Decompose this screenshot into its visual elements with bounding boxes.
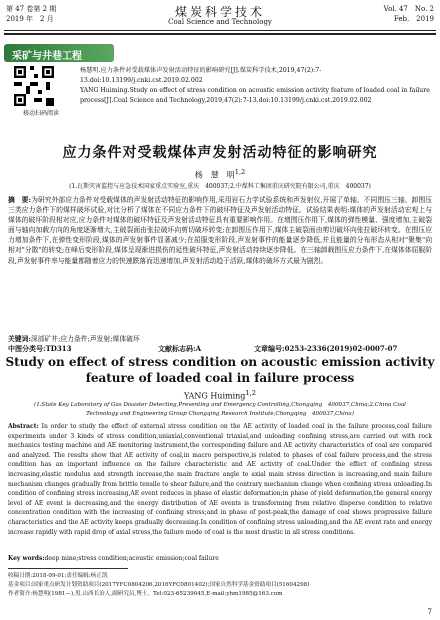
keywords-en-label: Key words: bbox=[8, 555, 45, 562]
affiliation: (1.瓦斯灾害监控与应急技术国家重点实验室,重庆 400037;2.中煤科工集团重庆研究院有限公司,重庆 400037) bbox=[69, 183, 371, 190]
abstract-en bbox=[8, 422, 432, 537]
author-name: 杨 慧 明 bbox=[194, 170, 235, 180]
footnote-fund: 基金项目:国家重点研发计划资助项目(2017YFC0804206,2016YFC0801402);国家自然科学基金资助项目(51604298) bbox=[8, 582, 310, 588]
header-rule bbox=[4, 30, 436, 31]
journal-title: 煤炭科学技术 bbox=[174, 5, 265, 19]
volume-issue-en: Vol. 47 No. 2 bbox=[383, 5, 434, 13]
issue-date-en: Feb. 2019 bbox=[393, 15, 434, 23]
abstract-text: 为研究外部应力条件对受载煤体的声发射活动特征的影响作用,采用岩石力学试验系统和声发射仪,开展了单轴、不同围压三轴、卸围压三类应力条件下的煤样破坏试验,对比分析了煤体在不同应力条件下的破坏特征及声发射活动特征。试验结果表明:煤体的声发射活动宏观上与煤体的破坏阶段相对应,应力条件对煤体的破坏特征及声发射活动特征具有重要影响作用。在增围压作用下,煤体的弹性模量、强度增加,主破裂面与轴向加载方向的角度逐渐增大,主破裂面由张拉破坏向剪切破坏转变;在卸围压作用下,煤体主破裂面由剪切破坏向张拉破坏转变。在围压应力增加条件下,在弹性变形阶段,煤体的声发射事件显著减少;在屈服变形阶段,声发射事件的能量逐步降低,并且能量的分布形态从相对"聚集"向相对"分散"的转变;在峰后变形阶段,煤体呈现渐进损伤的延性破坏特征,声发射活动持续逐步降低。在三轴卸载围压应力条件下,在煤体体屈服阶段,声发射事件率与能量都随着应力的快速跌落而迅速增加,声发射活动趋于活跃,煤体的破坏方式最为剧烈。 bbox=[8, 196, 432, 265]
footnote-received: 收稿日期:2018-09-01;责任编辑:杨正凯 bbox=[8, 573, 108, 579]
section-tag-label: 采矿与井巷工程 bbox=[12, 51, 82, 62]
keywords-text: 深部矿井;应力条件;声发射;煤体破坏 bbox=[30, 335, 140, 343]
clc-number: 中图分类号:TD313 bbox=[8, 344, 72, 353]
abstract-label: 摘 要: bbox=[8, 196, 32, 204]
author-en-sup: 1,2 bbox=[245, 389, 257, 397]
header-rule-thick bbox=[4, 33, 436, 35]
issue-date-cn: 2019 年 2 月 bbox=[6, 15, 54, 23]
footnote-rule bbox=[8, 568, 128, 569]
citation-cn: 杨慧明.应力条件对受载煤体声发射活动特征的影响研究[J].煤炭科学技术,2019,47(2):7-13.doi:10.13199/j.cnki.cst.2019.02.002 bbox=[80, 67, 322, 84]
document-code: 文献标志码:A bbox=[158, 344, 202, 353]
abstract-en-text: In order to study the effect of external stress condition on the AE activity of loaded coal in the failure process,coal failure experiments under 3 kinds of stress condition,uniaxial,conventional triaxial,and unloading confining stress,are carried out with rock mechanics testing machine and AE monitoring instrument,the corresponding failure and AE activity characteristics of coal are compared and analyzed. The results show that AE activity of coal,in macro perspective,is related to phases of coal failure process,and the stress condition has an important influence on the failure characteristic and AE activity of coal.Under the effect of confining stress increasing,elastic modulus and strength increase,the main fracture angle to axial main stress direction is increasing,and main failure mechanism changes gradually from brittle tensile to shear failure,and the contrary mechanism change when confining stress unloading.In condition of confining stress increasing,AE event reduces in phase of elastic deformation;in phase of yield deformation,the general energy level of AE event is decreasing,and the energy distribution of AE events is transforming from relative disperse condition to relative concentration condition with the increasing of confining stress;and in phase of post-peak,the damage of coal shows progressive failure characteristics and the AE activity keeps gradually decreasing.In condition of confining stress unloading,and the AE event rate and energy increase rapidly with rapid drop of axial stress,the failure mode of coal is the most drastic in all stress conditions. bbox=[8, 423, 432, 536]
footnote bbox=[8, 572, 432, 599]
affiliation-en: (1.State Key Laboratory of Gas Disaster Detecting,Preventing and Emergency Controlling,Chongqing 400037,China;2.China Coal Technology and Engineering Group Chongqing Research Institute,Chongqing 400037,China) bbox=[34, 402, 406, 417]
qr-code[interactable] bbox=[14, 66, 54, 106]
qr-caption: 移动扫码阅读 bbox=[22, 110, 59, 117]
author-en-name: YANG Huiming bbox=[183, 391, 246, 401]
page-number: 7 bbox=[427, 608, 432, 616]
volume-issue: 第 47 卷第 2 期 bbox=[6, 5, 57, 13]
qr-code-icon bbox=[14, 66, 54, 106]
paper-title: 应力条件对受载煤体声发射活动特征的影响研究 bbox=[62, 145, 378, 161]
keywords-label: 关键词: bbox=[8, 335, 31, 343]
abstract-en-label: Abstract: bbox=[8, 423, 39, 430]
abstract bbox=[8, 195, 432, 266]
article-number: 文章编号:0253-2336(2019)02-0007-07 bbox=[254, 344, 398, 353]
journal-header bbox=[0, 0, 440, 38]
citation-en: YANG Huiming.Study on effect of stress condition on acoustic emission activity feature of loaded coal in failure process[J].Coal Science and Technology,2019,47(2):7-13.doi:10.13199/j.cnki.cst.2019.02.002 bbox=[80, 87, 430, 104]
keywords-en bbox=[8, 555, 432, 562]
journal-title-en: Coal Science and Technology bbox=[168, 18, 272, 26]
footnote-bio: 作者简介:杨慧明(1981—),男,山西长治人,副研究员,博士。Tel:023-65239045,E-mail:yhm1985@163.com bbox=[8, 591, 283, 597]
author bbox=[0, 168, 440, 181]
section-tag bbox=[4, 44, 114, 62]
author-sup: 1,2 bbox=[234, 168, 246, 176]
citation bbox=[80, 66, 432, 106]
keywords bbox=[8, 333, 432, 343]
keywords-en-text: deep mine;stress condition;acoustic emission;coal failure bbox=[44, 555, 219, 562]
author-en bbox=[0, 389, 440, 401]
paper-title-en: Study on effect of stress condition on acoustic emission activity feature of loaded coal in failure process bbox=[5, 355, 435, 385]
